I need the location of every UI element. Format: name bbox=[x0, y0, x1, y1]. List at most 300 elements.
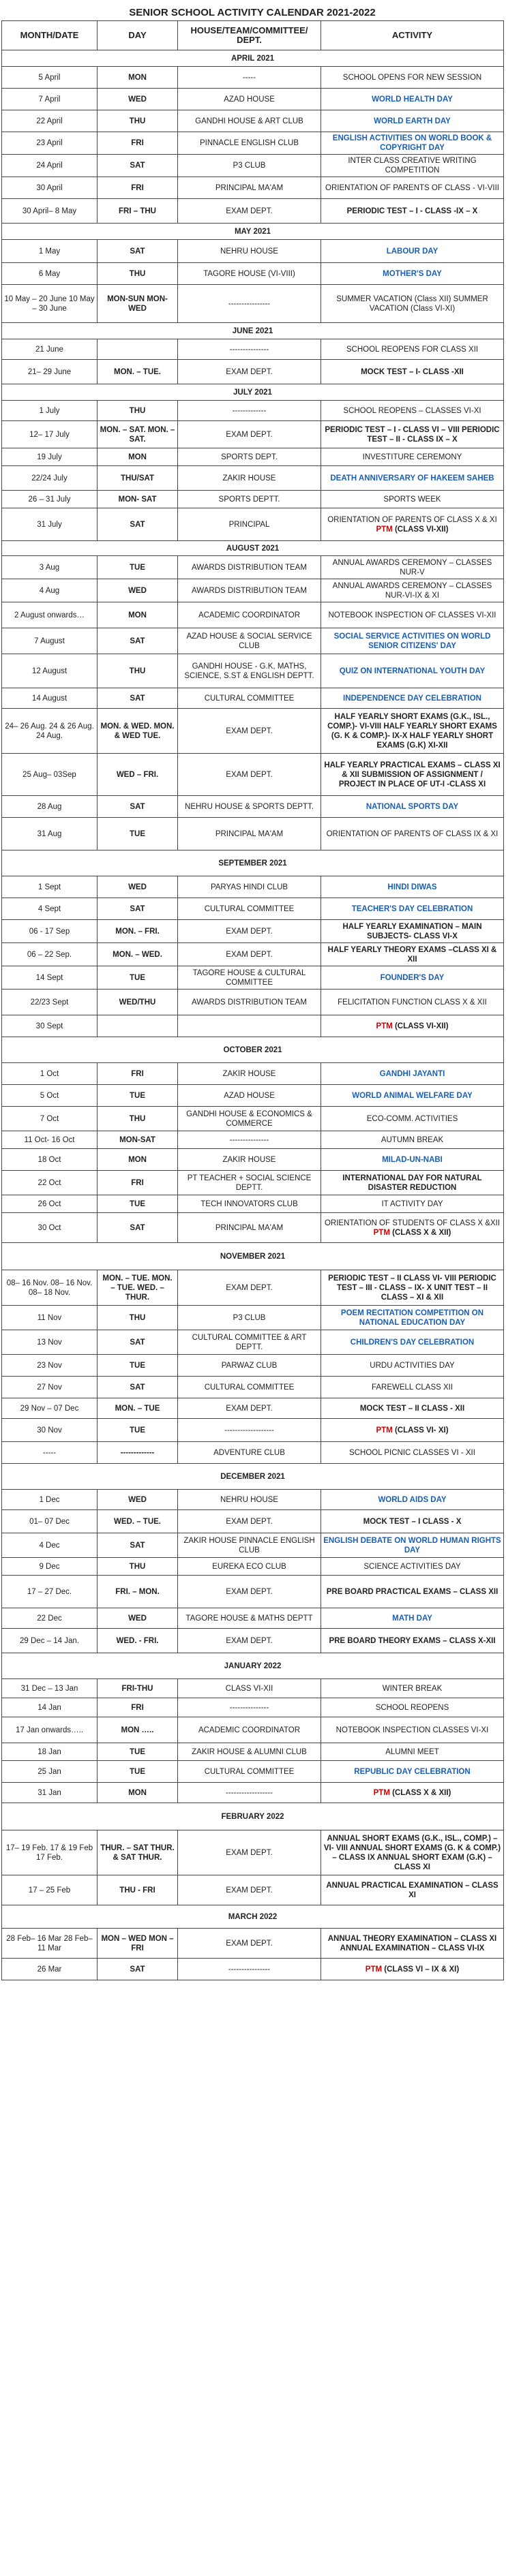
day-cell bbox=[98, 1015, 178, 1037]
date-cell: 08– 16 Nov. 08– 16 Nov. 08– 18 Nov. bbox=[2, 1270, 98, 1306]
table-row bbox=[2, 1419, 504, 1442]
activity-cell: HALF YEARLY PRACTICAL EXAMS – CLASS XI & XII SUBMISSION OF ASSIGNMENT / PROJECT IN PLACE OF UT-I -CLASS XI bbox=[321, 754, 504, 796]
activity-cell: MOCK TEST – II CLASS - XII bbox=[321, 1398, 504, 1419]
day-cell: MON. – SAT. MON. – SAT. bbox=[98, 421, 178, 448]
house-cell: ZAKIR HOUSE bbox=[178, 466, 321, 491]
activity-cell: WORLD HEALTH DAY bbox=[321, 89, 504, 110]
table-row bbox=[2, 1679, 504, 1698]
day-cell: WED bbox=[98, 579, 178, 602]
activity-cell: SCHOOL REOPENS FOR CLASS XII bbox=[321, 339, 504, 360]
month-label: MARCH 2022 bbox=[2, 1905, 504, 1929]
date-cell: 17 Jan onwards….. bbox=[2, 1717, 98, 1743]
house-cell: PRINCIPAL MA'AM bbox=[178, 1213, 321, 1243]
day-cell: SAT bbox=[98, 1330, 178, 1355]
activity-cell: INTER CLASS CREATIVE WRITING COMPETITION bbox=[321, 155, 504, 177]
activity-cell: WINTER BREAK bbox=[321, 1679, 504, 1698]
house-cell: --------------- bbox=[178, 1698, 321, 1717]
house-cell: --------------- bbox=[178, 339, 321, 360]
date-cell: 3 Aug bbox=[2, 556, 98, 579]
date-cell: 1 May bbox=[2, 240, 98, 263]
house-cell: SPORTS DEPT. bbox=[178, 448, 321, 466]
date-cell: 27 Nov bbox=[2, 1377, 98, 1398]
house-cell bbox=[178, 1015, 321, 1037]
ptm-classes: (CLASS X & XII) bbox=[392, 1228, 451, 1237]
table-row bbox=[2, 1085, 504, 1107]
activity-cell: PRE BOARD PRACTICAL EXAMS – CLASS XII bbox=[321, 1576, 504, 1608]
table-row bbox=[2, 1063, 504, 1085]
table-row bbox=[2, 132, 504, 155]
activity-cell bbox=[321, 508, 504, 541]
day-cell: WED bbox=[98, 1608, 178, 1629]
date-cell: 06 - 17 Sep bbox=[2, 920, 98, 943]
table-row bbox=[2, 1270, 504, 1306]
date-cell: 26 Mar bbox=[2, 1959, 98, 1980]
activity-cell: SCHOOL REOPENS bbox=[321, 1698, 504, 1717]
date-cell: 19 July bbox=[2, 448, 98, 466]
date-cell: 13 Nov bbox=[2, 1330, 98, 1355]
activity-cell: PERIODIC TEST – II CLASS VI- VIII PERIODIC TEST – III - CLASS – IX- X UNIT TEST – II CLASS – XI & XII bbox=[321, 1270, 504, 1306]
activity-text: ORIENTATION OF PARENTS OF CLASS X & XI bbox=[327, 515, 497, 524]
activity-cell: NATIONAL SPORTS DAY bbox=[321, 796, 504, 818]
table-row bbox=[2, 754, 504, 796]
table-row bbox=[2, 1830, 504, 1875]
header-house-team: HOUSE/TEAM/COMMITTEE/ DEPT. bbox=[178, 21, 321, 50]
table-row bbox=[2, 177, 504, 199]
house-cell: EXAM DEPT. bbox=[178, 1929, 321, 1959]
activity-cell: FELICITATION FUNCTION CLASS X & XII bbox=[321, 990, 504, 1015]
house-cell: EXAM DEPT. bbox=[178, 754, 321, 796]
date-cell: 11 Nov bbox=[2, 1306, 98, 1330]
day-cell: THU bbox=[98, 1107, 178, 1131]
activity-cell: NOTEBOOK INSPECTION OF CLASSES VI-XII bbox=[321, 602, 504, 628]
table-row bbox=[2, 579, 504, 602]
date-cell: 31 Aug bbox=[2, 818, 98, 850]
day-cell: THU bbox=[98, 1558, 178, 1576]
ptm-label: PTM bbox=[373, 1788, 390, 1797]
activity-cell: ALUMNI MEET bbox=[321, 1743, 504, 1761]
table-row bbox=[2, 1717, 504, 1743]
activity-cell: SUMMER VACATION (Class XII) SUMMER VACATION (Class VI-XI) bbox=[321, 285, 504, 323]
table-row bbox=[2, 876, 504, 898]
ptm-classes: (CLASS VI – IX & XI) bbox=[384, 1965, 460, 1974]
table-row bbox=[2, 654, 504, 688]
house-cell: EXAM DEPT. bbox=[178, 1576, 321, 1608]
table-row bbox=[2, 263, 504, 285]
date-cell: 31 Jan bbox=[2, 1783, 98, 1803]
day-cell: MON – WED MON – FRI bbox=[98, 1929, 178, 1959]
house-cell: TAGORE HOUSE & CULTURAL COMMITTEE bbox=[178, 966, 321, 990]
activity-cell bbox=[321, 1959, 504, 1980]
date-cell: 30 April bbox=[2, 177, 98, 199]
house-cell: CULTURAL COMMITTEE bbox=[178, 1377, 321, 1398]
day-cell: WED bbox=[98, 1490, 178, 1510]
table-row bbox=[2, 491, 504, 508]
activity-calendar-table bbox=[1, 20, 504, 1980]
date-cell: 5 Oct bbox=[2, 1085, 98, 1107]
month-label: JULY 2021 bbox=[2, 384, 504, 401]
activity-cell: URDU ACTIVITIES DAY bbox=[321, 1355, 504, 1377]
house-cell: AZAD HOUSE bbox=[178, 89, 321, 110]
day-cell: TUE bbox=[98, 1761, 178, 1783]
table-row bbox=[2, 1131, 504, 1149]
day-cell: FRI bbox=[98, 177, 178, 199]
house-cell: TAGORE HOUSE (VI-VIII) bbox=[178, 263, 321, 285]
house-cell: AWARDS DISTRIBUTION TEAM bbox=[178, 579, 321, 602]
house-cell: ADVENTURE CLUB bbox=[178, 1442, 321, 1464]
house-cell: NEHRU HOUSE bbox=[178, 240, 321, 263]
date-cell: 28 Feb– 16 Mar 28 Feb– 11 Mar bbox=[2, 1929, 98, 1959]
ptm-label: PTM bbox=[376, 1022, 393, 1030]
house-cell: P3 CLUB bbox=[178, 1306, 321, 1330]
activity-cell: AUTUMN BREAK bbox=[321, 1131, 504, 1149]
table-row bbox=[2, 1213, 504, 1243]
table-row bbox=[2, 1015, 504, 1037]
activity-cell: ECO-COMM. ACTIVITIES bbox=[321, 1107, 504, 1131]
date-cell: 14 August bbox=[2, 688, 98, 709]
table-row bbox=[2, 1533, 504, 1558]
day-cell: SAT bbox=[98, 628, 178, 654]
activity-cell: SCHOOL PICNIC CLASSES VI - XII bbox=[321, 1442, 504, 1464]
date-cell: 24 April bbox=[2, 155, 98, 177]
day-cell: THU - FRI bbox=[98, 1875, 178, 1905]
table-row bbox=[2, 1490, 504, 1510]
date-cell: 30 Oct bbox=[2, 1213, 98, 1243]
date-cell: 23 April bbox=[2, 132, 98, 155]
day-cell: TUE bbox=[98, 966, 178, 990]
house-cell: ZAKIR HOUSE bbox=[178, 1063, 321, 1085]
date-cell: 4 Aug bbox=[2, 579, 98, 602]
table-row bbox=[2, 898, 504, 920]
date-cell: 17 – 27 Dec. bbox=[2, 1576, 98, 1608]
table-row bbox=[2, 920, 504, 943]
house-cell: ACADEMIC COORDINATOR bbox=[178, 1717, 321, 1743]
house-cell: AWARDS DISTRIBUTION TEAM bbox=[178, 556, 321, 579]
day-cell: TUE bbox=[98, 1085, 178, 1107]
date-cell: 22/24 July bbox=[2, 466, 98, 491]
day-cell: SAT bbox=[98, 1213, 178, 1243]
month-label: NOVEMBER 2021 bbox=[2, 1243, 504, 1270]
table-row bbox=[2, 89, 504, 110]
day-cell: TUE bbox=[98, 1355, 178, 1377]
table-row bbox=[2, 1629, 504, 1653]
activity-cell: HINDI DIWAS bbox=[321, 876, 504, 898]
house-cell: CLASS VI-XII bbox=[178, 1679, 321, 1698]
house-cell: ----- bbox=[178, 67, 321, 89]
ptm-classes: (CLASS VI-XII) bbox=[394, 525, 449, 534]
table-row bbox=[2, 1761, 504, 1783]
header-row bbox=[2, 21, 504, 50]
table-row bbox=[2, 1149, 504, 1171]
date-cell: 14 Jan bbox=[2, 1698, 98, 1717]
table-row bbox=[2, 466, 504, 491]
day-cell: THU bbox=[98, 263, 178, 285]
table-row bbox=[2, 1442, 504, 1464]
month-label: FEBRUARY 2022 bbox=[2, 1803, 504, 1830]
date-cell: 22 Oct bbox=[2, 1171, 98, 1195]
month-label: AUGUST 2021 bbox=[2, 541, 504, 556]
day-cell: MON. & WED. MON. & WED TUE. bbox=[98, 709, 178, 754]
date-cell: 17 – 25 Feb bbox=[2, 1875, 98, 1905]
house-cell: PRINCIPAL MA'AM bbox=[178, 177, 321, 199]
table-row bbox=[2, 796, 504, 818]
table-row bbox=[2, 448, 504, 466]
ptm-classes: (CLASS VI- XI) bbox=[394, 1426, 449, 1435]
day-cell: SAT bbox=[98, 155, 178, 177]
date-cell: 21 June bbox=[2, 339, 98, 360]
activity-cell: CHILDREN'S DAY CELEBRATION bbox=[321, 1330, 504, 1355]
activity-cell bbox=[321, 1213, 504, 1243]
day-cell: MON. – TUE bbox=[98, 1398, 178, 1419]
table-row bbox=[2, 818, 504, 850]
house-cell: AZAD HOUSE bbox=[178, 1085, 321, 1107]
day-cell: FRI. – MON. bbox=[98, 1576, 178, 1608]
table-row bbox=[2, 1959, 504, 1980]
table-row bbox=[2, 339, 504, 360]
house-cell: AZAD HOUSE & SOCIAL SERVICE CLUB bbox=[178, 628, 321, 654]
day-cell: MON bbox=[98, 67, 178, 89]
month-header-row bbox=[2, 1243, 504, 1270]
activity-cell: SOCIAL SERVICE ACTIVITIES ON WORLD SENIOR CITIZENS' DAY bbox=[321, 628, 504, 654]
house-cell: ------------------ bbox=[178, 1783, 321, 1803]
house-cell: P3 CLUB bbox=[178, 155, 321, 177]
table-row bbox=[2, 401, 504, 421]
activity-cell: MOTHER'S DAY bbox=[321, 263, 504, 285]
date-cell: 21– 29 June bbox=[2, 360, 98, 384]
date-cell: 14 Sept bbox=[2, 966, 98, 990]
house-cell: PARYAS HINDI CLUB bbox=[178, 876, 321, 898]
house-cell: AWARDS DISTRIBUTION TEAM bbox=[178, 990, 321, 1015]
table-row bbox=[2, 602, 504, 628]
table-row bbox=[2, 943, 504, 966]
activity-cell bbox=[321, 1419, 504, 1442]
day-cell: SAT bbox=[98, 1959, 178, 1980]
table-row bbox=[2, 628, 504, 654]
table-row bbox=[2, 285, 504, 323]
table-row bbox=[2, 1195, 504, 1213]
house-cell: CULTURAL COMMITTEE bbox=[178, 1761, 321, 1783]
date-cell: 25 Aug– 03Sep bbox=[2, 754, 98, 796]
day-cell: ------------- bbox=[98, 1442, 178, 1464]
house-cell: PARWAZ CLUB bbox=[178, 1355, 321, 1377]
header-activity: ACTIVITY bbox=[321, 21, 504, 50]
date-cell: 22 Dec bbox=[2, 1608, 98, 1629]
day-cell: SAT bbox=[98, 240, 178, 263]
house-cell: ---------------- bbox=[178, 1959, 321, 1980]
house-cell: NEHRU HOUSE bbox=[178, 1490, 321, 1510]
ptm-classes: (CLASS X & XII) bbox=[392, 1788, 451, 1797]
month-label: JANUARY 2022 bbox=[2, 1653, 504, 1679]
date-cell: 9 Dec bbox=[2, 1558, 98, 1576]
day-cell: WED bbox=[98, 876, 178, 898]
table-row bbox=[2, 1783, 504, 1803]
table-row bbox=[2, 240, 504, 263]
house-cell: EXAM DEPT. bbox=[178, 920, 321, 943]
activity-cell: TEACHER'S DAY CELEBRATION bbox=[321, 898, 504, 920]
date-cell: 7 Oct bbox=[2, 1107, 98, 1131]
house-cell: CULTURAL COMMITTEE & ART DEPTT. bbox=[178, 1330, 321, 1355]
calendar-body bbox=[2, 50, 504, 1980]
house-cell: GANDHI HOUSE & ART CLUB bbox=[178, 110, 321, 132]
activity-cell: NOTEBOOK INSPECTION CLASSES VI-XI bbox=[321, 1717, 504, 1743]
day-cell: MON ….. bbox=[98, 1717, 178, 1743]
house-cell: EXAM DEPT. bbox=[178, 421, 321, 448]
day-cell: MON-SUN MON-WED bbox=[98, 285, 178, 323]
table-row bbox=[2, 1330, 504, 1355]
day-cell bbox=[98, 339, 178, 360]
activity-cell: INVESTITURE CEREMONY bbox=[321, 448, 504, 466]
house-cell: ---------------- bbox=[178, 285, 321, 323]
table-row bbox=[2, 1698, 504, 1717]
date-cell: 28 Aug bbox=[2, 796, 98, 818]
house-cell: EXAM DEPT. bbox=[178, 1398, 321, 1419]
day-cell: THU bbox=[98, 654, 178, 688]
month-header-row bbox=[2, 1037, 504, 1063]
activity-cell: WORLD ANIMAL WELFARE DAY bbox=[321, 1085, 504, 1107]
house-cell: TECH INNOVATORS CLUB bbox=[178, 1195, 321, 1213]
month-header-row bbox=[2, 50, 504, 67]
date-cell: 29 Nov – 07 Dec bbox=[2, 1398, 98, 1419]
table-row bbox=[2, 1171, 504, 1195]
date-cell: 1 Oct bbox=[2, 1063, 98, 1085]
activity-cell: ANNUAL AWARDS CEREMONY – CLASSES NUR-VI-IX & XI bbox=[321, 579, 504, 602]
activity-cell: MOCK TEST – I- CLASS -XII bbox=[321, 360, 504, 384]
date-cell: 4 Dec bbox=[2, 1533, 98, 1558]
activity-cell: LABOUR DAY bbox=[321, 240, 504, 263]
house-cell: ------------- bbox=[178, 401, 321, 421]
day-cell: WED – FRI. bbox=[98, 754, 178, 796]
table-row bbox=[2, 1107, 504, 1131]
activity-cell: SCHOOL REOPENS – CLASSES VI-XI bbox=[321, 401, 504, 421]
day-cell: MON. – WED. bbox=[98, 943, 178, 966]
house-cell: EXAM DEPT. bbox=[178, 360, 321, 384]
month-header-row bbox=[2, 384, 504, 401]
activity-cell: MATH DAY bbox=[321, 1608, 504, 1629]
house-cell: ZAKIR HOUSE PINNACLE ENGLISH CLUB bbox=[178, 1533, 321, 1558]
day-cell: THU bbox=[98, 401, 178, 421]
day-cell: FRI bbox=[98, 1063, 178, 1085]
date-cell: 23 Nov bbox=[2, 1355, 98, 1377]
table-row bbox=[2, 1355, 504, 1377]
activity-cell: HALF YEARLY THEORY EXAMS –CLASS XI & XII bbox=[321, 943, 504, 966]
day-cell: TUE bbox=[98, 1419, 178, 1442]
day-cell: FRI bbox=[98, 132, 178, 155]
day-cell: SAT bbox=[98, 898, 178, 920]
table-row bbox=[2, 421, 504, 448]
month-header-row bbox=[2, 541, 504, 556]
date-cell: 18 Oct bbox=[2, 1149, 98, 1171]
activity-cell: MOCK TEST – I CLASS - X bbox=[321, 1510, 504, 1533]
house-cell: EXAM DEPT. bbox=[178, 1629, 321, 1653]
activity-cell: GANDHI JAYANTI bbox=[321, 1063, 504, 1085]
day-cell: MON bbox=[98, 602, 178, 628]
table-row bbox=[2, 508, 504, 541]
table-row bbox=[2, 110, 504, 132]
month-label: OCTOBER 2021 bbox=[2, 1037, 504, 1063]
day-cell: FRI bbox=[98, 1171, 178, 1195]
day-cell: MON-SAT bbox=[98, 1131, 178, 1149]
day-cell: TUE bbox=[98, 556, 178, 579]
date-cell: 30 Nov bbox=[2, 1419, 98, 1442]
date-cell: 31 July bbox=[2, 508, 98, 541]
date-cell: 5 April bbox=[2, 67, 98, 89]
day-cell: TUE bbox=[98, 818, 178, 850]
activity-cell: INDEPENDENCE DAY CELEBRATION bbox=[321, 688, 504, 709]
table-row bbox=[2, 360, 504, 384]
house-cell: EXAM DEPT. bbox=[178, 1270, 321, 1306]
activity-cell: QUIZ ON INTERNATIONAL YOUTH DAY bbox=[321, 654, 504, 688]
day-cell: WED bbox=[98, 89, 178, 110]
activity-cell bbox=[321, 1783, 504, 1803]
house-cell: NEHRU HOUSE & SPORTS DEPTT. bbox=[178, 796, 321, 818]
activity-cell: PRE BOARD THEORY EXAMS – CLASS X-XII bbox=[321, 1629, 504, 1653]
month-label: JUNE 2021 bbox=[2, 323, 504, 339]
day-cell: TUE bbox=[98, 1743, 178, 1761]
activity-cell: MILAD-UN-NABI bbox=[321, 1149, 504, 1171]
house-cell: EXAM DEPT. bbox=[178, 1875, 321, 1905]
table-row bbox=[2, 67, 504, 89]
month-header-row bbox=[2, 850, 504, 876]
table-row bbox=[2, 155, 504, 177]
table-row bbox=[2, 1576, 504, 1608]
day-cell: THU bbox=[98, 110, 178, 132]
activity-cell: INTERNATIONAL DAY FOR NATURAL DISASTER REDUCTION bbox=[321, 1171, 504, 1195]
ptm-label: PTM bbox=[376, 525, 393, 534]
day-cell: MON bbox=[98, 1783, 178, 1803]
house-cell: EXAM DEPT. bbox=[178, 709, 321, 754]
date-cell: 11 Oct- 16 Oct bbox=[2, 1131, 98, 1149]
activity-cell: WORLD AIDS DAY bbox=[321, 1490, 504, 1510]
house-cell: TAGORE HOUSE & MATHS DEPTT bbox=[178, 1608, 321, 1629]
house-cell: EXAM DEPT. bbox=[178, 199, 321, 224]
house-cell: GANDHI HOUSE - G.K, MATHS, SCIENCE, S.ST & ENGLISH DEPTT. bbox=[178, 654, 321, 688]
house-cell: ZAKIR HOUSE & ALUMNI CLUB bbox=[178, 1743, 321, 1761]
header-month-date: MONTH/DATE bbox=[2, 21, 98, 50]
house-cell: PINNACLE ENGLISH CLUB bbox=[178, 132, 321, 155]
activity-cell: ANNUAL PRACTICAL EXAMINATION – CLASS XI bbox=[321, 1875, 504, 1905]
day-cell: SAT bbox=[98, 796, 178, 818]
date-cell: 29 Dec – 14 Jan. bbox=[2, 1629, 98, 1653]
date-cell: 26 – 31 July bbox=[2, 491, 98, 508]
day-cell: MON- SAT bbox=[98, 491, 178, 508]
table-row bbox=[2, 1743, 504, 1761]
day-cell: MON bbox=[98, 1149, 178, 1171]
house-cell: SPORTS DEPTT. bbox=[178, 491, 321, 508]
table-row bbox=[2, 688, 504, 709]
table-row bbox=[2, 966, 504, 990]
table-row bbox=[2, 1608, 504, 1629]
date-cell: 22/23 Sept bbox=[2, 990, 98, 1015]
day-cell: MON bbox=[98, 448, 178, 466]
activity-cell: HALF YEARLY SHORT EXAMS (G.K., ISL., COMP.)- VI-VIII HALF YEARLY SHORT EXAMS (G. K & COMP.)- IX-X HALF YEARLY SHORT EXAMS (G.K) XI-XII bbox=[321, 709, 504, 754]
table-row bbox=[2, 1398, 504, 1419]
day-cell: THU/SAT bbox=[98, 466, 178, 491]
house-cell: EXAM DEPT. bbox=[178, 943, 321, 966]
activity-cell bbox=[321, 1015, 504, 1037]
header-day: DAY bbox=[98, 21, 178, 50]
day-cell: WED. - FRI. bbox=[98, 1629, 178, 1653]
day-cell: SAT bbox=[98, 688, 178, 709]
date-cell: ----- bbox=[2, 1442, 98, 1464]
activity-cell: FOUNDER'S DAY bbox=[321, 966, 504, 990]
date-cell: 17– 19 Feb. 17 & 19 Feb 17 Feb. bbox=[2, 1830, 98, 1875]
date-cell: 18 Jan bbox=[2, 1743, 98, 1761]
day-cell: WED/THU bbox=[98, 990, 178, 1015]
date-cell: 1 July bbox=[2, 401, 98, 421]
house-cell: ------------------- bbox=[178, 1419, 321, 1442]
activity-cell: ORIENTATION OF PARENTS OF CLASS - VI-VIII bbox=[321, 177, 504, 199]
activity-cell: HALF YEARLY EXAMINATION – MAIN SUBJECTS- CLASS VI-X bbox=[321, 920, 504, 943]
month-header-row bbox=[2, 224, 504, 240]
